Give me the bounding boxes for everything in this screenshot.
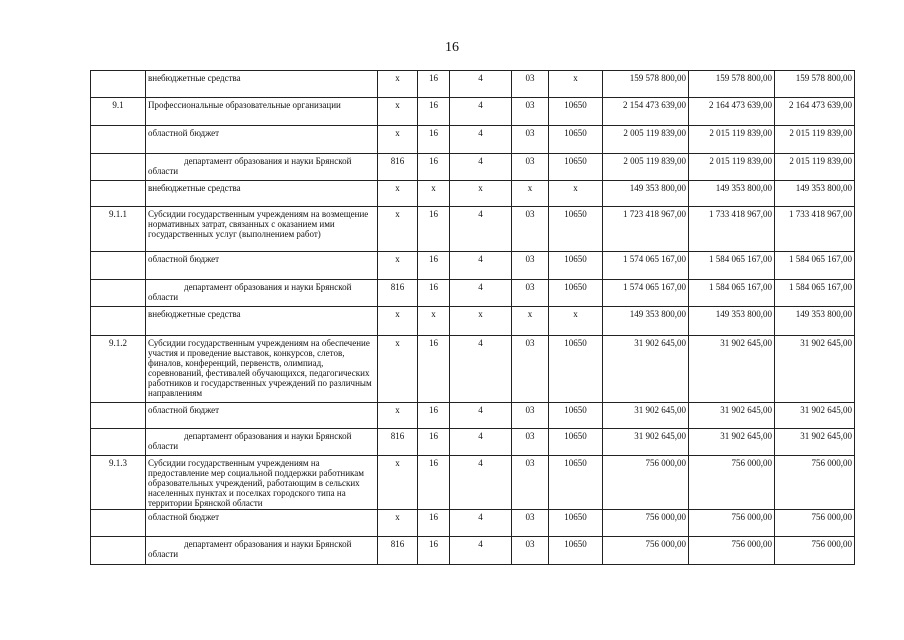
amount-year1-cell: 2 005 119 839,00 — [603, 126, 689, 154]
csr-cell: 03 — [512, 537, 549, 565]
vr-cell: x — [549, 181, 603, 207]
csr-cell: 03 — [512, 336, 549, 403]
amount-year3-cell: 1 584 065 167,00 — [775, 280, 855, 307]
pr-cell: x — [450, 181, 512, 207]
grbs-cell: x — [378, 126, 418, 154]
amount-year2-cell: 1 584 065 167,00 — [689, 252, 775, 280]
rz-cell: 16 — [418, 403, 450, 429]
amount-year2-cell: 2 164 473 639,00 — [689, 98, 775, 126]
amount-year3-cell: 149 353 800,00 — [775, 181, 855, 207]
amount-year1-cell: 756 000,00 — [603, 510, 689, 537]
row-name-cell: внебюджетные средства — [146, 71, 378, 98]
amount-year1-cell: 149 353 800,00 — [603, 181, 689, 207]
table-row — [91, 207, 855, 252]
row-code-cell: 9.1 — [91, 98, 146, 126]
amount-year3-cell: 1 733 418 967,00 — [775, 207, 855, 252]
budget-table — [90, 70, 855, 565]
row-name-cell: департамент образования и науки Брянской области — [146, 280, 378, 307]
pr-cell: 4 — [450, 429, 512, 456]
amount-year3-cell: 31 902 645,00 — [775, 403, 855, 429]
amount-year2-cell: 1 733 418 967,00 — [689, 207, 775, 252]
table-row — [91, 126, 855, 154]
pr-cell: 4 — [450, 403, 512, 429]
row-name-cell: областной бюджет — [146, 403, 378, 429]
amount-year3-cell: 2 164 473 639,00 — [775, 98, 855, 126]
amount-year2-cell: 2 015 119 839,00 — [689, 154, 775, 181]
row-name-cell: областной бюджет — [146, 252, 378, 280]
csr-cell: 03 — [512, 252, 549, 280]
row-code-cell — [91, 510, 146, 537]
row-code-cell — [91, 403, 146, 429]
amount-year3-cell: 2 015 119 839,00 — [775, 126, 855, 154]
pr-cell: 4 — [450, 510, 512, 537]
row-name-cell: Субсидии государственным учреждениям на возмещение нормативных затрат, связанных с оказанием ими государственных услуг (выполнением работ) — [146, 207, 378, 252]
table-row — [91, 429, 855, 456]
amount-year2-cell: 31 902 645,00 — [689, 429, 775, 456]
amount-year3-cell: 756 000,00 — [775, 537, 855, 565]
row-code-cell: 9.1.2 — [91, 336, 146, 403]
row-name-cell: департамент образования и науки Брянской области — [146, 429, 378, 456]
row-name-cell: внебюджетные средства — [146, 181, 378, 207]
vr-cell: 10650 — [549, 429, 603, 456]
grbs-cell: x — [378, 71, 418, 98]
amount-year2-cell: 1 584 065 167,00 — [689, 280, 775, 307]
row-code-cell — [91, 154, 146, 181]
amount-year1-cell: 2 154 473 639,00 — [603, 98, 689, 126]
table-row — [91, 307, 855, 336]
grbs-cell: x — [378, 98, 418, 126]
pr-cell: 4 — [450, 154, 512, 181]
page-number: 16 — [445, 40, 459, 55]
row-name-cell: Субсидии государственным учреждениям на предоставление мер социальной поддержки работникам образовательных учреждений, работающим в сельских населенных пунктах и поселках городского типа на территории Брянской области — [146, 456, 378, 510]
rz-cell: 16 — [418, 252, 450, 280]
row-name-cell: внебюджетные средства — [146, 307, 378, 336]
pr-cell: 4 — [450, 280, 512, 307]
csr-cell: 03 — [512, 403, 549, 429]
row-code-cell — [91, 429, 146, 456]
vr-cell: 10650 — [549, 126, 603, 154]
pr-cell: 4 — [450, 456, 512, 510]
row-code-cell — [91, 537, 146, 565]
amount-year2-cell: 756 000,00 — [689, 537, 775, 565]
row-name-cell: департамент образования и науки Брянской области — [146, 154, 378, 181]
rz-cell: x — [418, 307, 450, 336]
row-code-cell — [91, 126, 146, 154]
vr-cell: 10650 — [549, 537, 603, 565]
grbs-cell: 816 — [378, 537, 418, 565]
amount-year1-cell: 31 902 645,00 — [603, 429, 689, 456]
row-name-cell: Профессиональные образовательные организации — [146, 98, 378, 126]
csr-cell: 03 — [512, 510, 549, 537]
pr-cell: 4 — [450, 126, 512, 154]
rz-cell: 16 — [418, 126, 450, 154]
grbs-cell: 816 — [378, 154, 418, 181]
grbs-cell: x — [378, 403, 418, 429]
grbs-cell: x — [378, 207, 418, 252]
amount-year2-cell: 159 578 800,00 — [689, 71, 775, 98]
vr-cell: 10650 — [549, 456, 603, 510]
amount-year1-cell: 159 578 800,00 — [603, 71, 689, 98]
table-row — [91, 537, 855, 565]
rz-cell: 16 — [418, 154, 450, 181]
table-row — [91, 280, 855, 307]
grbs-cell: 816 — [378, 429, 418, 456]
table-row — [91, 71, 855, 98]
amount-year1-cell: 2 005 119 839,00 — [603, 154, 689, 181]
rz-cell: 16 — [418, 207, 450, 252]
vr-cell: x — [549, 71, 603, 98]
csr-cell: 03 — [512, 207, 549, 252]
vr-cell: 10650 — [549, 154, 603, 181]
rz-cell: 16 — [418, 336, 450, 403]
grbs-cell: x — [378, 456, 418, 510]
csr-cell: 03 — [512, 429, 549, 456]
amount-year2-cell: 149 353 800,00 — [689, 181, 775, 207]
row-code-cell — [91, 181, 146, 207]
rz-cell: 16 — [418, 537, 450, 565]
row-name-cell: департамент образования и науки Брянской области — [146, 537, 378, 565]
pr-cell: 4 — [450, 537, 512, 565]
grbs-cell: x — [378, 336, 418, 403]
row-name-cell: областной бюджет — [146, 126, 378, 154]
vr-cell: 10650 — [549, 280, 603, 307]
amount-year1-cell: 1 723 418 967,00 — [603, 207, 689, 252]
amount-year1-cell: 31 902 645,00 — [603, 403, 689, 429]
pr-cell: 4 — [450, 71, 512, 98]
rz-cell: 16 — [418, 71, 450, 98]
amount-year3-cell: 31 902 645,00 — [775, 336, 855, 403]
csr-cell: 03 — [512, 154, 549, 181]
rz-cell: 16 — [418, 98, 450, 126]
amount-year1-cell: 1 574 065 167,00 — [603, 280, 689, 307]
row-code-cell — [91, 252, 146, 280]
amount-year2-cell: 31 902 645,00 — [689, 403, 775, 429]
amount-year3-cell: 756 000,00 — [775, 456, 855, 510]
row-name-cell: областной бюджет — [146, 510, 378, 537]
row-code-cell — [91, 307, 146, 336]
amount-year1-cell: 756 000,00 — [603, 456, 689, 510]
table-row — [91, 154, 855, 181]
row-code-cell — [91, 280, 146, 307]
amount-year1-cell: 149 353 800,00 — [603, 307, 689, 336]
vr-cell: x — [549, 307, 603, 336]
grbs-cell: x — [378, 307, 418, 336]
amount-year3-cell: 756 000,00 — [775, 510, 855, 537]
amount-year3-cell: 31 902 645,00 — [775, 429, 855, 456]
row-name-cell: Субсидии государственным учреждениям на обеспечение участия и проведение выставок, конкурсов, слетов, финалов, конференций, первенств, олимпиад, соревнований, фестивалей обучающихся, педагогических работников и государственных учреждений по различным направлениям — [146, 336, 378, 403]
grbs-cell: x — [378, 510, 418, 537]
pr-cell: 4 — [450, 98, 512, 126]
csr-cell: 03 — [512, 456, 549, 510]
csr-cell: 03 — [512, 126, 549, 154]
vr-cell: 10650 — [549, 510, 603, 537]
table-row — [91, 336, 855, 403]
rz-cell: x — [418, 181, 450, 207]
amount-year1-cell: 756 000,00 — [603, 537, 689, 565]
amount-year3-cell: 2 015 119 839,00 — [775, 154, 855, 181]
pr-cell: 4 — [450, 336, 512, 403]
amount-year3-cell: 149 353 800,00 — [775, 307, 855, 336]
grbs-cell: x — [378, 181, 418, 207]
rz-cell: 16 — [418, 429, 450, 456]
rz-cell: 16 — [418, 280, 450, 307]
grbs-cell: x — [378, 252, 418, 280]
row-code-cell: 9.1.3 — [91, 456, 146, 510]
table-row — [91, 510, 855, 537]
row-code-cell: 9.1.1 — [91, 207, 146, 252]
amount-year2-cell: 149 353 800,00 — [689, 307, 775, 336]
csr-cell: x — [512, 181, 549, 207]
amount-year1-cell: 31 902 645,00 — [603, 336, 689, 403]
csr-cell: 03 — [512, 280, 549, 307]
table-row — [91, 98, 855, 126]
csr-cell: 03 — [512, 98, 549, 126]
rz-cell: 16 — [418, 456, 450, 510]
pr-cell: 4 — [450, 252, 512, 280]
amount-year2-cell: 31 902 645,00 — [689, 336, 775, 403]
csr-cell: 03 — [512, 71, 549, 98]
amount-year3-cell: 1 584 065 167,00 — [775, 252, 855, 280]
amount-year2-cell: 756 000,00 — [689, 510, 775, 537]
amount-year2-cell: 2 015 119 839,00 — [689, 126, 775, 154]
vr-cell: 10650 — [549, 403, 603, 429]
vr-cell: 10650 — [549, 207, 603, 252]
amount-year3-cell: 159 578 800,00 — [775, 71, 855, 98]
amount-year2-cell: 756 000,00 — [689, 456, 775, 510]
table-row — [91, 456, 855, 510]
table-row — [91, 403, 855, 429]
vr-cell: 10650 — [549, 336, 603, 403]
vr-cell: 10650 — [549, 252, 603, 280]
grbs-cell: 816 — [378, 280, 418, 307]
pr-cell: x — [450, 307, 512, 336]
csr-cell: x — [512, 307, 549, 336]
amount-year1-cell: 1 574 065 167,00 — [603, 252, 689, 280]
rz-cell: 16 — [418, 510, 450, 537]
row-code-cell — [91, 71, 146, 98]
table-row — [91, 181, 855, 207]
pr-cell: 4 — [450, 207, 512, 252]
vr-cell: 10650 — [549, 98, 603, 126]
table-row — [91, 252, 855, 280]
